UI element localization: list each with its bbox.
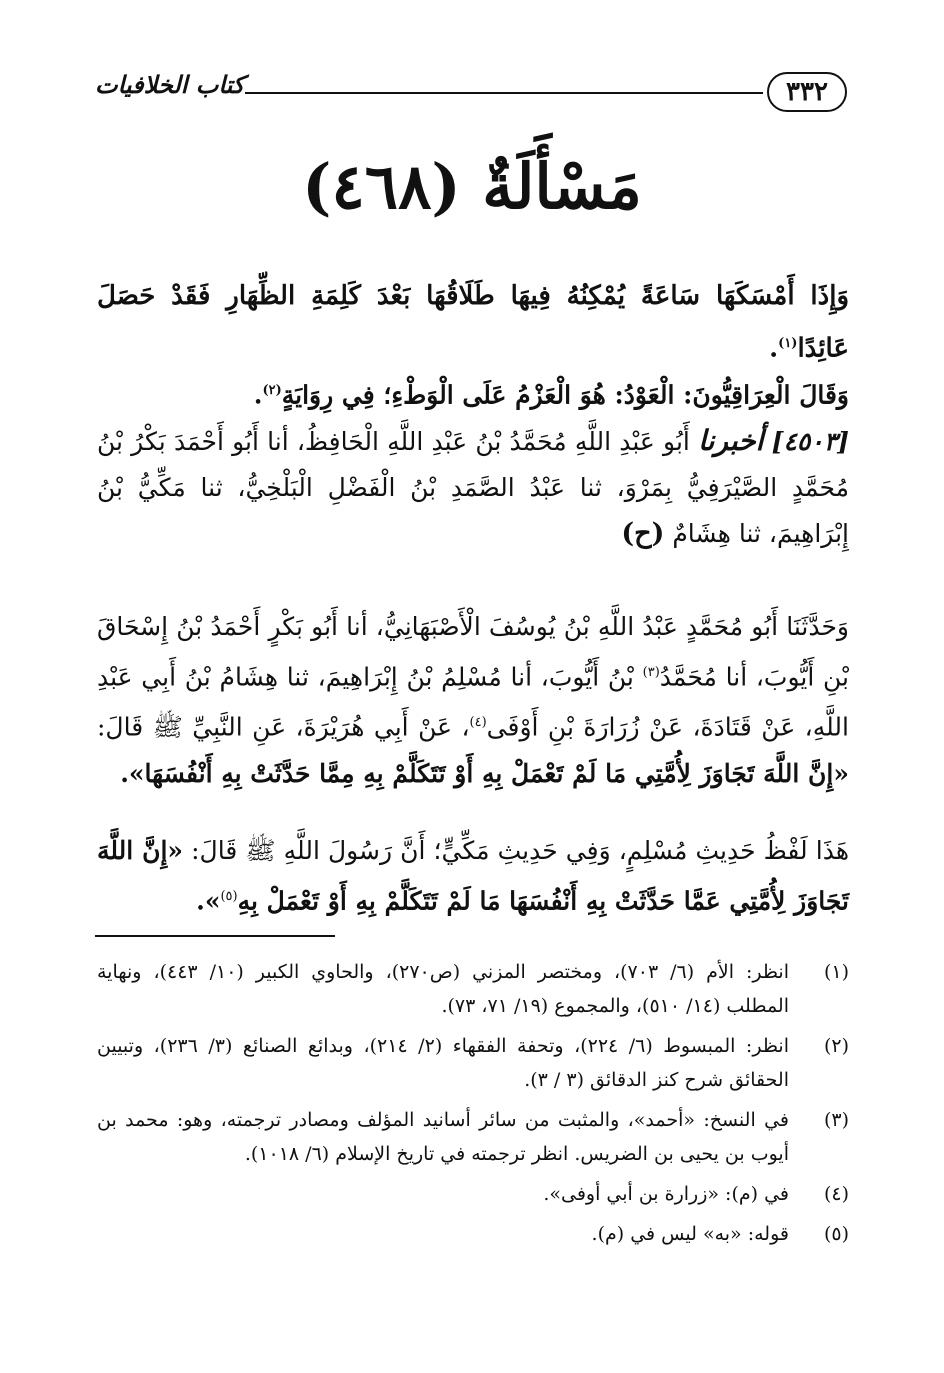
masala-title: مَسْأَلَةٌ (٤٦٨) [302, 150, 642, 223]
footnote-number: (٥) [823, 1223, 849, 1245]
isnad-text: أَبُو عَبْدِ اللَّهِ مُحَمَّدُ بْنُ عَبْدِ اللَّهِ الْحَافِظُ، أنا أَبُو أَحْمَدَ بَكْرُ بْنُ مُحَمَّدٍ الصَّيْرَفِيُّ بِمَرْوَ، ثنا عَبْدُ الصَّمَدِ بْنُ الْفَضْلِ الْبَلْخِيُّ، ثنا مَكِّيُّ بْنُ إِبْرَاهِيمَ، ثنا هِشَامٌ [97, 427, 849, 548]
second-isnad-paragraph [97, 604, 849, 797]
iraqi-opinion [97, 368, 849, 418]
iraqi-end: . [253, 380, 263, 410]
footnote-text: في النسخ: «أحمد»، والمثبت من سائر أسانيد المؤلف ومصادر ترجمته، وهو: محمد بن أيوب بن يحيى بن الضريس. انظر ترجمته في تاريخ الإسلام (٦/ ١٠١٨). [97, 1109, 789, 1165]
hadith-text: «إِنَّ اللَّهَ تَجَاوَزَ لِأُمَّتِي مَا لَمْ تَعْمَلْ بِهِ أَوْ تَتَكَلَّمْ بِهِ مِمَّا حَدَّثَتْ بِهِ أَنْفُسَهَا». [120, 758, 849, 788]
footnote-separator [95, 935, 335, 937]
makki-version-paragraph [97, 828, 849, 924]
footnote-ref-1: (١) [778, 336, 798, 351]
page-header [95, 72, 847, 122]
iraqi-text: وَقَالَ الْعِرَاقِيُّونَ: الْعَوْدُ: هُوَ الْعَزْمُ عَلَى الْوَطْءِ؛ فِي رِوَايَةٍ [281, 380, 849, 410]
page-number: ٣٣٢ [767, 72, 847, 112]
makki-text: هَذَا لَفْظُ حَدِيثِ مُسْلِمٍ، وَفِي حَدِيثِ مَكِّيٍّ؛ أَنَّ رَسُولَ اللَّهِ ﷺ قَالَ: [183, 836, 849, 865]
footnote-number: (٢) [823, 1035, 849, 1057]
footnote [97, 1103, 849, 1171]
isnad-paragraph [97, 418, 849, 557]
footnote-text: انظر: المبسوط (٦/ ٢٢٤)، وتحفة الفقهاء (٢/ ٢١٤)، وبدائع الصنائع (٣/ ٢٣٦)، وتبيين الحقائق شرح كنز الدقائق (٣ / ٣). [97, 1035, 789, 1091]
book-title: كتاب الخلافيات [95, 70, 245, 99]
footnote [97, 1029, 849, 1097]
footnote [97, 1217, 849, 1251]
second-isnad-c: ، عَنْ أَبِي هُرَيْرَةَ، عَنِ النَّبِيِّ ﷺ قَالَ: [97, 712, 470, 742]
masala-end: . [769, 333, 779, 364]
makki-hadith-end: ». [196, 886, 221, 916]
footnote-text: قوله: «به» ليس في (م). [591, 1223, 789, 1245]
footnote [97, 1177, 849, 1211]
makki-hadith: «إِنَّ اللَّهَ تَجَاوَزَ لِأُمَّتِي عَمَّا حَدَّثَتْ بِهِ أَنْفُسَهَا مَا لَمْ تَتَكَلَّمْ بِهِ أَوْ تَعْمَلْ بِهِ [97, 836, 849, 916]
tahwil-mark: (ح) [621, 518, 665, 549]
header-rule [245, 92, 763, 94]
footnote-ref-2: (٢) [262, 383, 282, 398]
footnote-text: انظر: الأم (٦/ ٧٠٣)، ومختصر المزني (ص٢٧٠)، والحاوي الكبير (١٠/ ٤٤٣)، ونهاية المطلب (١٤/ ٥١٠)، والمجموع (١٩/ ٧١، ٧٣). [97, 961, 789, 1017]
footnote-number: (٤) [823, 1183, 849, 1205]
hadith-number: [٤٥٠٣] [771, 427, 849, 456]
akhbarana-word: أخبرنا [698, 424, 764, 457]
second-isnad-b: بْنُ أَيُّوبَ، أنا مُسْلِمُ بْنُ إِبْرَاهِيمَ، ثنا هِشَامُ بْنُ أَبِي عَبْدِ اللَّهِ، عَنْ قَتَادَةَ، عَنْ زُرَارَةَ بْنِ أَوْفَى [97, 662, 849, 742]
masala-statement [97, 272, 849, 373]
masala-text: وَإِذَا أَمْسَكَهَا سَاعَةً يُمْكِنُهُ فِيهَا طَلَاقُهَا بَعْدَ كَلِمَةِ الظِّهَارِ فَقَدْ حَصَلَ عَائِدًا [97, 281, 849, 364]
footnote-number: (١) [823, 961, 849, 983]
second-isnad-a: وَحَدَّثَنَا أَبُو مُحَمَّدٍ عَبْدُ اللَّهِ بْنُ يُوسُفَ الْأَصْبَهَانِيُّ، أنا أَبُو بَكْرٍ أَحْمَدُ بْنُ إِسْحَاقَ بْنِ أَيُّوبَ، أنا مُحَمَّدُ [97, 612, 849, 692]
footnote-number: (٣) [823, 1109, 849, 1131]
footnote [97, 955, 849, 1023]
footnotes [97, 955, 849, 1257]
footnote-text: في (م): «زرارة بن أبي أوفى». [543, 1183, 789, 1205]
footnote-ref-4: (٤) [469, 715, 487, 731]
footnote-ref-5: (٥) [220, 889, 238, 904]
footnote-ref-3: (٣) [642, 665, 660, 680]
